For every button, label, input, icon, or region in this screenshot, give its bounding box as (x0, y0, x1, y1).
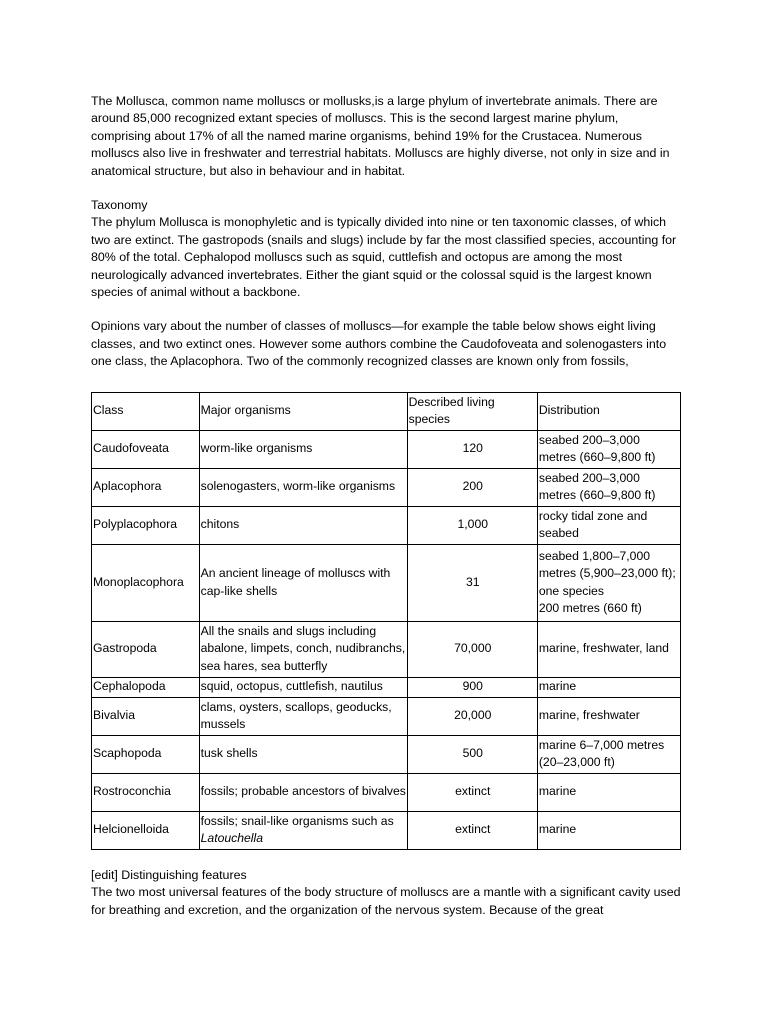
cell-organisms: worm-like organisms (199, 430, 407, 468)
table-row (92, 621, 681, 677)
cell-class: Bivalvia (92, 697, 200, 735)
cell-distribution: rocky tidal zone and seabed (537, 506, 680, 544)
table-row (92, 697, 681, 735)
header-distribution: Distribution (537, 392, 680, 430)
header-class: Class (92, 392, 200, 430)
cell-distribution-line-1: seabed 1,800–7,000 metres (5,900–23,000 ft); one species (538, 548, 676, 598)
cell-species: 31 (407, 544, 537, 621)
cell-organisms-genus: Latouchella (200, 831, 263, 846)
cell-organisms: squid, octopus, cuttlefish, nautilus (199, 677, 407, 697)
cell-distribution-line-2: 200 metres (660 ft) (538, 601, 642, 616)
cell-species: 120 (407, 430, 537, 468)
features-heading: [edit] Distinguishing features (91, 867, 247, 882)
taxonomy-paragraph-1: The phylum Mollusca is monophyletic and is typically divided into nine or ten taxonomic classes, of which two are extinct. The gastropods (snails and slugs) include by far the most classified species, accounting for 80% of the total. Cephalopod molluscs such as squid, cuttlefish and octopus are among the most neurologically advanced invertebrates. Either the giant squid or the colossal squid is the largest known species of animal without a backbone. (91, 215, 677, 300)
features-paragraph: The two most universal features of the body structure of molluscs are a mantle with a significant cavity used for breathing and excretion, and the organization of the nervous system. Because of the great (91, 885, 681, 917)
header-described-species: Described living species (407, 392, 537, 430)
cell-species: 20,000 (407, 697, 537, 735)
table-row (92, 506, 681, 544)
cell-distribution: marine, freshwater, land (537, 621, 680, 677)
cell-class: Rostroconchia (92, 773, 200, 811)
cell-distribution: marine, freshwater (537, 697, 680, 735)
document-page (91, 93, 681, 919)
cell-class: Monoplacophora (92, 544, 200, 621)
table-row (92, 735, 681, 773)
cell-species: 70,000 (407, 621, 537, 677)
cell-class: Scaphopoda (92, 735, 200, 773)
taxonomy-paragraph-2: Opinions vary about the number of classes of molluscs—for example the table below shows eight living classes, and two extinct ones. However some authors combine the Caudofoveata and solenogasters into one class, the Aplacophora. Two of the commonly recognized classes are known only from fossils, (91, 319, 667, 369)
cell-species: extinct (407, 773, 537, 811)
cell-species: 200 (407, 468, 537, 506)
cell-species: 1,000 (407, 506, 537, 544)
cell-distribution: marine (537, 773, 680, 811)
cell-distribution: marine 6–7,000 metres (20–23,000 ft) (537, 735, 680, 773)
cell-organisms: An ancient lineage of molluscs with cap-like shells (199, 544, 407, 621)
header-major-organisms: Major organisms (199, 392, 407, 430)
mollusca-classes-table (91, 392, 681, 850)
table-row (92, 544, 681, 621)
cell-distribution: seabed 200–3,000 metres (660–9,800 ft) (537, 430, 680, 468)
cell-class: Cephalopoda (92, 677, 200, 697)
table-header-row (92, 392, 681, 430)
cell-organisms: All the snails and slugs including abalone, limpets, conch, nudibranchs, sea hares, sea butterfly (199, 621, 407, 677)
cell-class: Caudofoveata (92, 430, 200, 468)
cell-species: extinct (407, 811, 537, 849)
cell-organisms (199, 811, 407, 849)
table-row (92, 677, 681, 697)
cell-organisms: chitons (199, 506, 407, 544)
cell-organisms: fossils; probable ancestors of bivalves (199, 773, 407, 811)
intro-paragraph: The Mollusca, common name molluscs or mollusks,is a large phylum of invertebrate animals. There are around 85,000 recognized extant species of molluscs. This is the second largest marine phylum, comprising about 17% of all the named marine organisms, behind 19% for the Crustacea. Numerous molluscs also live in freshwater and terrestrial habitats. Molluscs are highly diverse, not only in size and in anatomical structure, but also in behaviour and in habitat. (91, 94, 670, 178)
table-row (92, 430, 681, 468)
table-row (92, 811, 681, 849)
table-row (92, 468, 681, 506)
cell-distribution: seabed 200–3,000 metres (660–9,800 ft) (537, 468, 680, 506)
cell-class: Helcionelloida (92, 811, 200, 849)
cell-organisms-text: fossils; snail-like organisms such as (200, 813, 394, 828)
cell-organisms: solenogasters, worm-like organisms (199, 468, 407, 506)
cell-distribution: marine (537, 811, 680, 849)
cell-species: 500 (407, 735, 537, 773)
cell-species: 900 (407, 677, 537, 697)
cell-class: Aplacophora (92, 468, 200, 506)
cell-distribution (537, 544, 680, 621)
cell-organisms: tusk shells (199, 735, 407, 773)
table-row (92, 773, 681, 811)
cell-distribution: marine (537, 677, 680, 697)
cell-class: Polyplacophora (92, 506, 200, 544)
cell-class: Gastropoda (92, 621, 200, 677)
taxonomy-heading: Taxonomy (91, 198, 148, 213)
cell-organisms: clams, oysters, scallops, geoducks, mussels (199, 697, 407, 735)
